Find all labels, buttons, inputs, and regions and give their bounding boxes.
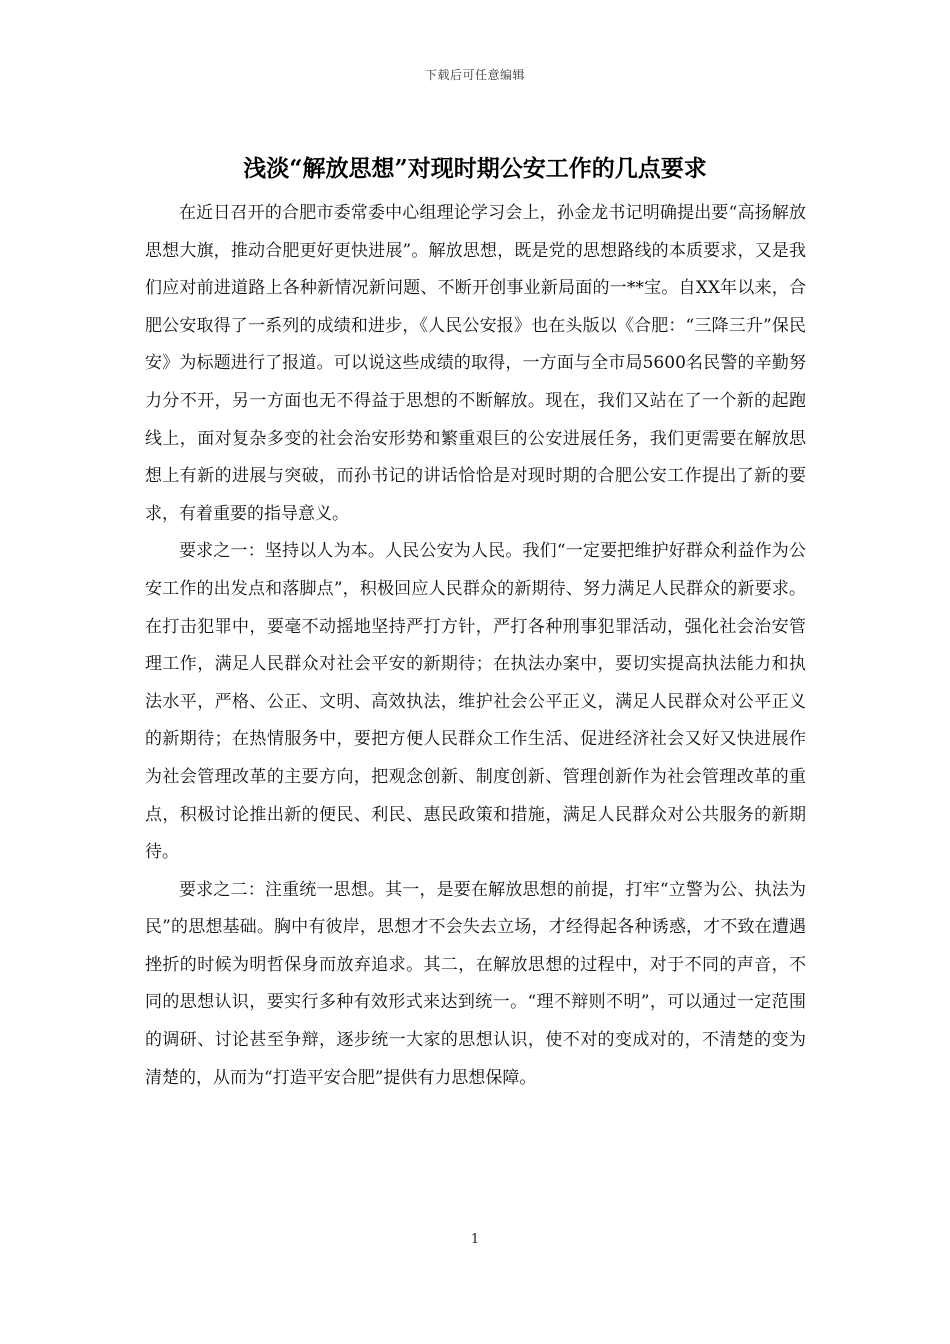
header-note: 下载后可任意编辑 [424,68,525,82]
page-number: 1 [470,1232,480,1247]
document-body [145,195,806,1097]
paragraph-requirement-two: 要求之二：注重统一思想。其一，是要在解放思想的前提，打牢“立警为公、执法为民”的思想基础。胸中有彼岸，思想才不会失去立场，才经得起各种诱惑，才不致在遭遇挫折的时候为明哲保身而放弃追求。其二，在解放思想的过程中，对于不同的声音，不同的思想认识，要实行多种有效形式来达到统一。“理不辩则不明”，可以通过一定范围的调研、讨论甚至争辩，逐步统一大家的思想认识，使不对的变成对的，不清楚的变为清楚的，从而为“打造平安合肥”提供有力思想保障。 [145,879,806,1088]
paragraph-requirement-one: 要求之一：坚持以人为本。人民公安为人民。我们“一定要把维护好群众利益作为公安工作的出发点和落脚点”，积极回应人民群众的新期待、努力满足人民群众的新要求。在打击犯罪中，要毫不动摇地坚持严打方针，严打各种刑事犯罪活动，强化社会治安管理工作，满足人民群众对社会平安的新期待；在执法办案中，要切实提高执法能力和执法水平，严格、公正、文明、高效执法，维护社会公平正义，满足人民群众对公平正义的新期待；在热情服务中，要把方便人民群众工作生活、促进经济社会又好又快进展作为社会管理改革的主要方向，把观念创新、制度创新、管理创新作为社会管理改革的重点，积极讨论推出新的便民、利民、惠民政策和措施，满足人民群众对公共服务的新期待。 [145,541,806,863]
document-title: 浅淡“解放思想”对现时期公安工作的几点要求 [243,155,707,182]
paragraph-intro: 在近日召开的合肥市委常委中心组理论学习会上，孙金龙书记明确提出要“高扬解放思想大旗，推动合肥更好更快进展”。解放思想，既是党的思想路线的本质要求，又是我们应对前进道路上各种新情况新问题、不断开创事业新局面的一**宝。自XX年以来，合肥公安取得了一系列的成绩和进步，《人民公安报》也在头版以《合肥：“三降三升”保民安》为标题进行了报道。可以说这些成绩的取得，一方面与全市局5600名民警的辛勤努力分不开，另一方面也无不得益于思想的不断解放。现在，我们又站在了一个新的起跑线上，面对复杂多变的社会治安形势和繁重艰巨的公安进展任务，我们更需要在解放思想上有新的进展与突破，而孙书记的讲话恰恰是对现时期的合肥公安工作提出了新的要求，有着重要的指导意义。 [145,203,806,524]
